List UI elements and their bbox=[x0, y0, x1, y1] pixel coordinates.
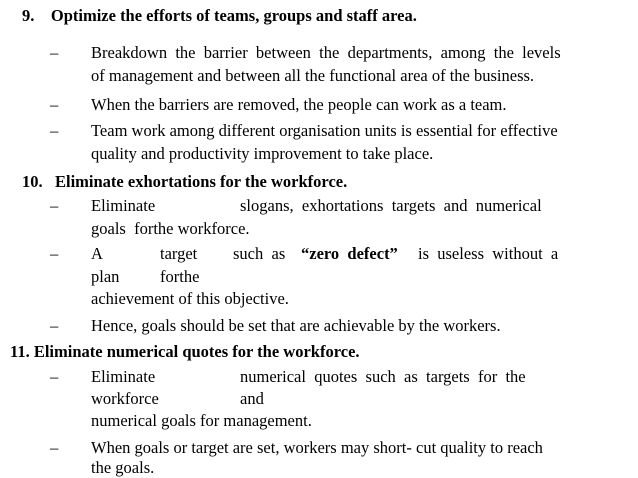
bullet-dash: – bbox=[50, 367, 59, 386]
item-11-bullet-1-word: Eliminate bbox=[91, 367, 156, 386]
item-9-bullet-1-line-1: Breakdown the barrier between the departments, among the levels bbox=[91, 43, 561, 62]
item-10-bullet-1-rest: slogans, exhortations targets and numerical bbox=[240, 196, 542, 215]
item-9-bullet-1-line-2: of management and between all the functional area of the business. bbox=[91, 66, 535, 85]
item-11-bullet-1-and: and bbox=[240, 389, 264, 408]
item-11-bullet-1-workforce: workforce bbox=[91, 389, 159, 408]
bullet-dash: – bbox=[50, 196, 59, 215]
item-11-bullet-1-rest: numerical quotes such as targets for the bbox=[240, 367, 526, 386]
bullet-dash: – bbox=[50, 316, 59, 335]
bullet-dash: – bbox=[50, 438, 59, 457]
item-10-bullet-2-useless: is useless without a bbox=[418, 244, 559, 263]
bullet-dash: – bbox=[50, 43, 59, 62]
item-10-bullet-2-such-as: such as bbox=[233, 244, 286, 263]
item-10-bullet-2-target: target bbox=[160, 244, 198, 263]
item-11-bullet-2-line-2: the goals. bbox=[91, 458, 155, 477]
item-10-bullet-1-word: Eliminate bbox=[91, 196, 156, 215]
item-11-heading: 11. Eliminate numerical quotes for the workforce. bbox=[10, 342, 360, 361]
bullet-dash: – bbox=[50, 121, 59, 140]
item-9-heading: 9. Optimize the efforts of teams, groups and staff area. bbox=[22, 6, 417, 25]
item-10-bullet-2-quote: “zero defect” bbox=[301, 244, 398, 263]
item-11-bullet-2-line-1: When goals or target are set, workers may short- cut quality to reach bbox=[91, 438, 543, 457]
item-9-bullet-2: When the barriers are removed, the people can work as a team. bbox=[91, 95, 507, 114]
item-10-heading: 10. Eliminate exhortations for the workforce. bbox=[22, 172, 348, 191]
item-10-bullet-1-line-2: goals forthe workforce. bbox=[91, 219, 250, 238]
item-10-bullet-3: Hence, goals should be set that are achievable by the workers. bbox=[91, 316, 501, 335]
item-11-bullet-1-line-3: numerical goals for management. bbox=[91, 411, 312, 430]
item-10-bullet-2-line-3: achievement of this objective. bbox=[91, 289, 289, 308]
item-10-bullet-2-a: A bbox=[91, 244, 103, 263]
bullet-dash: – bbox=[50, 95, 59, 114]
item-10-bullet-2-forthe: forthe bbox=[160, 267, 200, 286]
item-10-bullet-2-plan: plan bbox=[91, 267, 120, 286]
item-9-bullet-3-line-2: quality and productivity improvement to take place. bbox=[91, 144, 434, 163]
bullet-dash: – bbox=[50, 244, 59, 263]
item-9-bullet-3-line-1: Team work among different organisation units is essential for effective bbox=[91, 121, 558, 140]
